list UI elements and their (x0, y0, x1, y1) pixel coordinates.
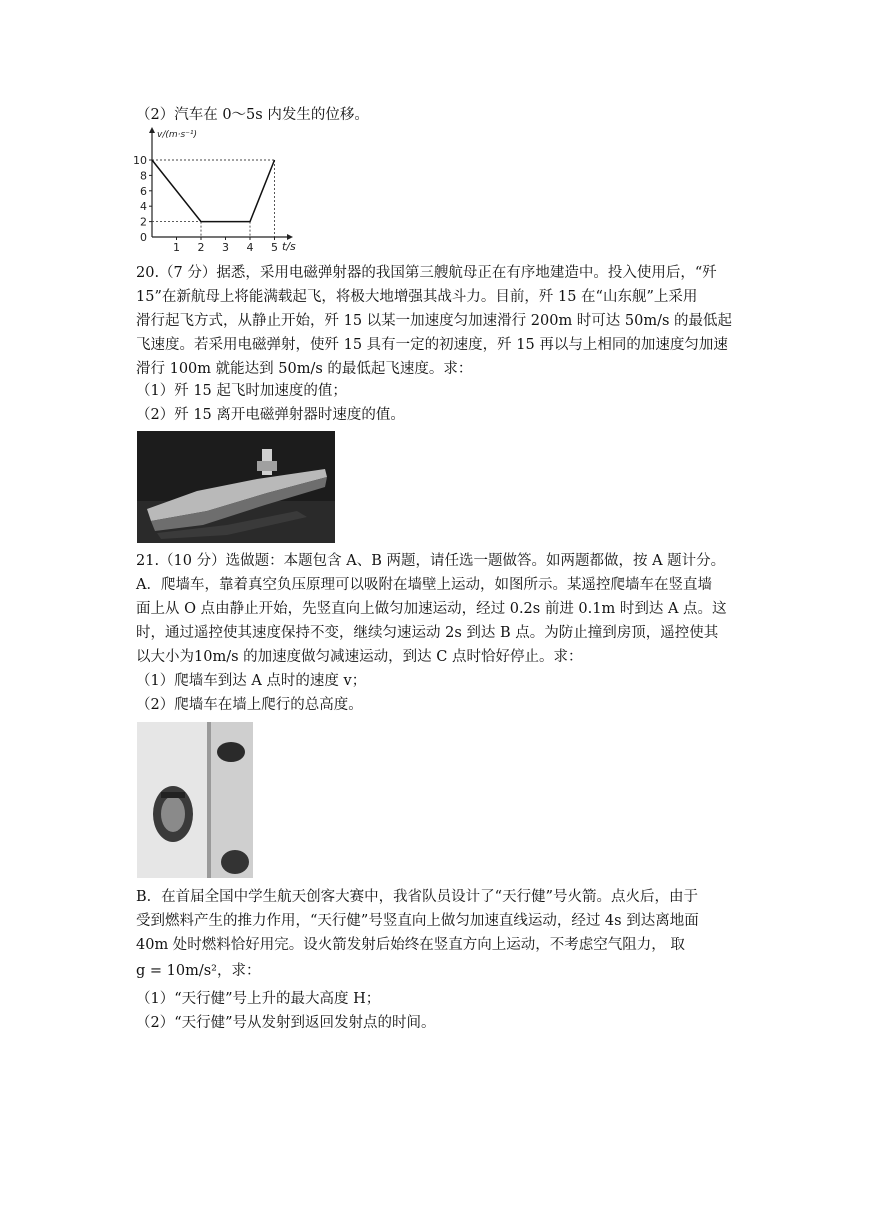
y-tick-label: 10 (133, 154, 147, 167)
q21-sub2: （2）爬墙车在墙上爬行的总高度。 (136, 697, 363, 713)
q21-line: 面上从 O 点由静止开始，先竖直向上做匀加速运动，经过 0.2s 前进 0.1m 时到达 A 点。这 (136, 601, 727, 617)
q20-sub2: （2）歼 15 离开电磁弹射器时速度的值。 (136, 407, 405, 423)
q20-line: 滑行 100m 就能达到 50m/s 的最低起飞速度。求： (136, 361, 473, 377)
velocity-series-line (152, 160, 275, 222)
y-tick-label: 2 (140, 215, 147, 229)
q21b-sub2: （2）“天行健”号从发射到返回发射点的时间。 (136, 1015, 436, 1031)
q20-sub1: （1）歼 15 起飞时加速度的值； (136, 383, 347, 399)
aircraft-carrier-photo (137, 431, 335, 543)
q21b-line: 40m 处时燃料恰好用完。设火箭发射后始终在竖直方向上运动，不考虑空气阻力， 取 (136, 937, 685, 953)
x-tick-label: 1 (173, 241, 180, 254)
y-axis-arrow (149, 127, 155, 133)
q20-line: 15”在新航母上将能满载起飞，将极大地增强其战斗力。目前，歼 15 在“山东舰”上采用 (136, 289, 698, 305)
y-tick-label: 6 (140, 184, 147, 198)
x-tick-label: 4 (246, 241, 254, 254)
vt-graph (130, 125, 296, 255)
x-tick-label: 3 (222, 241, 229, 254)
q21b-sub1: （1）“天行健”号上升的最大高度 H； (136, 991, 381, 1007)
x-tick-label: 2 (197, 241, 205, 254)
q21-sub1: （1）爬墙车到达 A 点时的速度 v； (136, 673, 367, 689)
q20-line: 飞速度。若采用电磁弹射，使歼 15 具有一定的初速度，歼 15 再以与上相同的加速度匀加速 (136, 337, 728, 353)
q19-part2: （2）汽车在 0～5s 内发生的位移。 (136, 107, 369, 123)
q21-line: A．爬墙车，靠着真空负压原理可以吸附在墙壁上运动，如图所示。某遥控爬墙车在竖直墙 (136, 577, 712, 593)
x-tick-label: 5 (271, 241, 278, 254)
q21b-line: g = 10m/s²，求： (136, 963, 261, 979)
y-tick-label: 8 (140, 169, 147, 183)
q21b-line: 受到燃料产生的推力作用，“天行健”号竖直向上做匀加速直线运动，经过 4s 到达离地面 (136, 913, 699, 929)
q21-line: 21.（10 分）选做题：本题包含 A、B 两题，请任选一题做答。如两题都做，按 A 题计分。 (136, 553, 726, 569)
origin-label: 0 (140, 231, 147, 244)
y-tick-label: 4 (140, 200, 147, 214)
q21-line: 以大小为10m/s 的加速度做匀减速运动，到达 C 点时恰好停止。求： (136, 649, 583, 665)
wall-climbing-car-photo (137, 722, 253, 878)
y-axis-label: v/(m·s⁻¹) (157, 130, 198, 140)
q21-line: 时，通过遥控使其速度保持不变，继续匀速运动 2s 到达 B 点。为防止撞到房顶，遥控使其 (136, 625, 719, 641)
x-axis-label: t/s (282, 240, 296, 253)
q20-line: 20.（7 分）据悉，采用电磁弹射器的我国第三艘航母正在有序地建造中。投入使用后，“歼 (136, 265, 717, 281)
q21b-line: B．在首届全国中学生航天创客大赛中，我省队员设计了“天行健”号火箭。点火后，由于 (136, 889, 698, 905)
q20-line: 滑行起飞方式，从静止开始，歼 15 以某一加速度匀加速滑行 200m 时可达 50m/s 的最低起 (136, 313, 733, 329)
